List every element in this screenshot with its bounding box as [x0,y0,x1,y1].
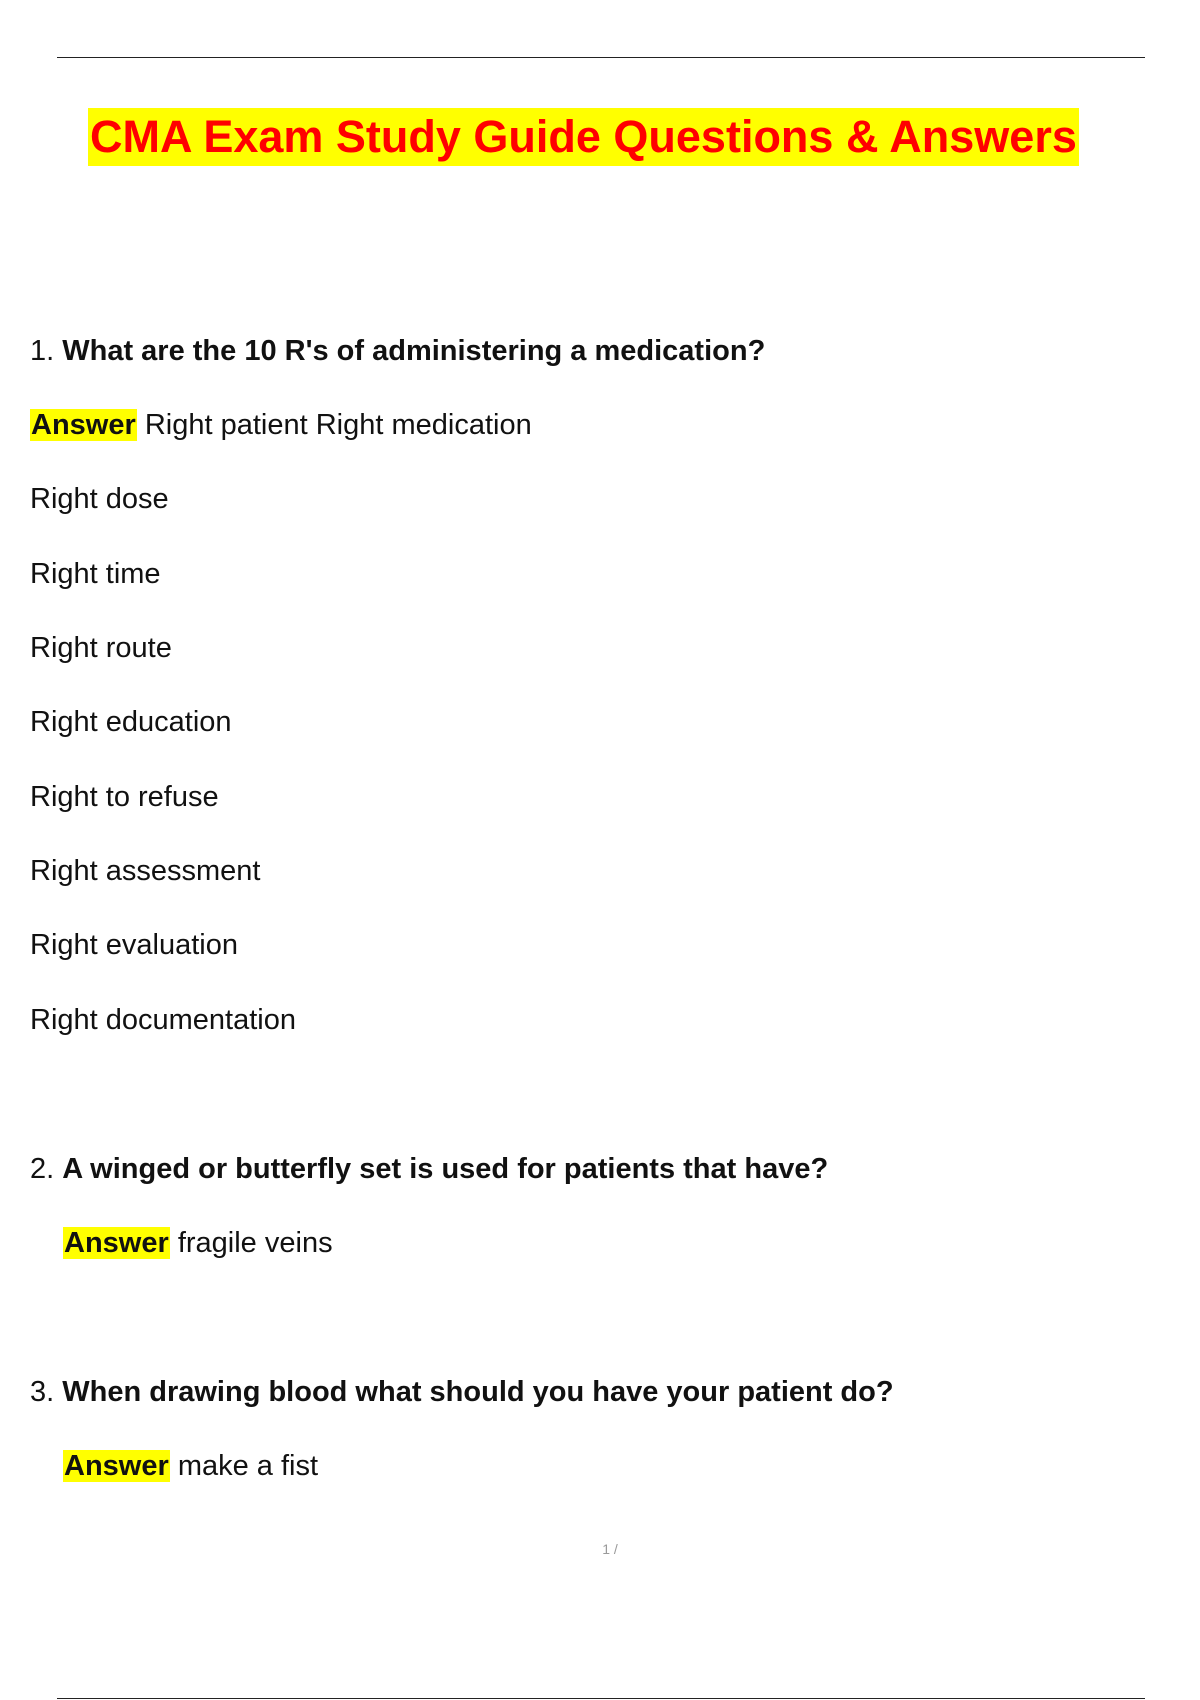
answer-3 [63,1447,318,1485]
answer-1 [30,406,532,444]
answer-1-line: Right time [30,558,161,590]
question-text: What are the 10 R's of administering a medication? [62,335,766,367]
page-number: 1 / [602,1541,618,1557]
answer-text: fragile veins [177,1227,333,1259]
answer-label: Answer [64,1227,169,1259]
answer-1-line: Right evaluation [30,929,238,961]
answer-1-line: Right to refuse [30,781,219,813]
bottom-rule [57,1698,1145,1699]
question-3 [30,1373,894,1411]
question-number: 3. [30,1376,55,1408]
answer-1-line: Right assessment [30,855,261,887]
question-number: 1. [30,335,55,367]
answer-text: Right patient Right medication [144,409,532,441]
question-1 [30,332,765,370]
answer-text: make a fist [177,1450,319,1482]
question-text: When drawing blood what should you have your patient do? [62,1376,894,1408]
answer-label: Answer [31,409,136,441]
question-number: 2. [30,1153,55,1185]
question-text: A winged or butterfly set is used for patients that have? [62,1153,829,1185]
answer-1-line: Right dose [30,483,169,515]
document-header [88,108,1148,166]
answer-1-line: Right documentation [30,1004,296,1036]
top-rule [57,57,1145,58]
question-2 [30,1150,828,1188]
answer-2 [63,1224,333,1262]
answer-label: Answer [64,1450,169,1482]
answer-1-line: Right education [30,706,232,738]
document-title: CMA Exam Study Guide Questions & Answers [88,108,1079,166]
answer-1-line: Right route [30,632,172,664]
